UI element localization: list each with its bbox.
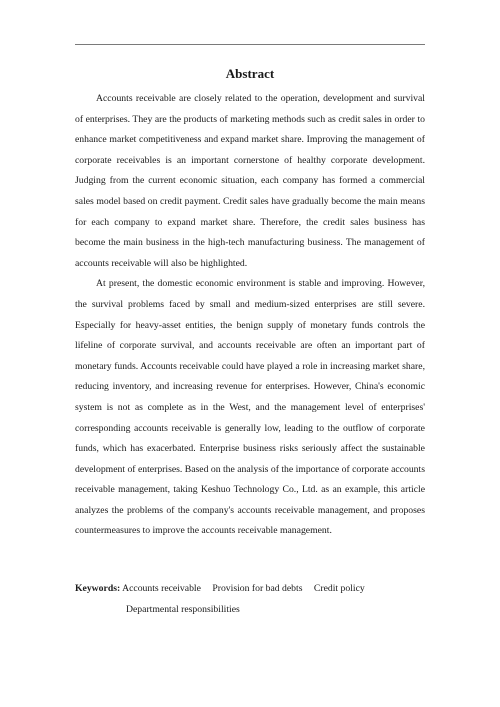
keyword-item: Provision for bad debts bbox=[212, 583, 303, 594]
keyword-item: Departmental responsibilities bbox=[126, 603, 240, 615]
keywords-label: Keywords: bbox=[75, 583, 121, 594]
page-title: Abstract bbox=[225, 66, 275, 81]
abstract-paragraph-2: At present, the domestic economic environment is stable and improving. However, the survival problems faced by small and medium-sized enterprises are still severe. Especially for heavy-asset entities, the benign supply of monetary funds controls the lifeline of corporate survival, and accounts receivable are often an important part of monetary funds. Accounts receivable could have played a role in increasing market share, reducing inventory, and increasing revenue for enterprises. However, China's economic system is not as complete as in the West, and the management level of enterprises' corresponding accounts receivable is generally low, leading to the outflow of corporate funds, which has exacerbated. Enterprise business risks seriously affect the sustainable development of enterprises. Based on the analysis of the importance of corporate accounts receivable management, taking Keshuo Technology Co., Ltd. as an example, this article analyzes the problems of the company's accounts receivable management, and proposes countermeasures to improve the accounts receivable management. bbox=[75, 278, 425, 537]
abstract-body bbox=[75, 89, 425, 542]
header-rule bbox=[75, 44, 425, 45]
keyword-item: Credit policy bbox=[313, 583, 365, 594]
abstract-paragraph-1: Accounts receivable are closely related to the operation, development and survival of enterprises. They are the products of marketing methods such as credit sales in order to enhance market competitiveness and expand market share. Improving the management of corporate receivables is an important cornerstone of healthy corporate development. Judging from the current economic situation, each company has formed a commercial sales model based on credit payment. Credit sales have gradually become the main means for each company to expand market share. Therefore, the credit sales business has become the main business in the high-tech manufacturing business. The management of accounts receivable will also be highlighted. bbox=[75, 93, 425, 269]
keywords-line bbox=[75, 579, 425, 620]
keyword-item: Accounts receivable bbox=[122, 583, 201, 594]
